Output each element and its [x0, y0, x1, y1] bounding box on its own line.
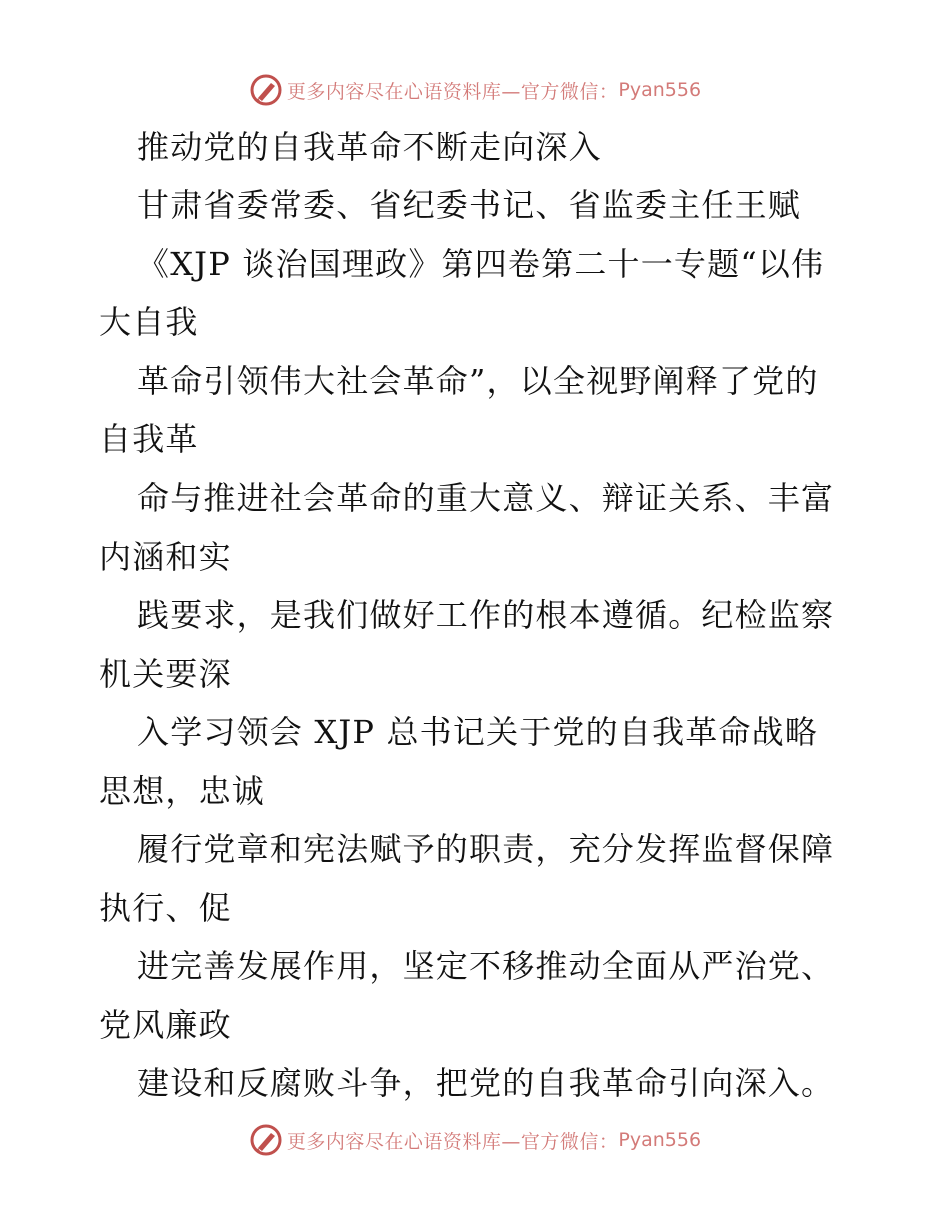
paragraph-line: 大自我: [99, 303, 199, 341]
paragraph-line: 思想，忠诚: [99, 772, 266, 810]
paragraph-line: 《XJP 谈治国理政》第四卷第二十一专题“以伟: [137, 245, 825, 283]
paragraph-line: 践要求，是我们做好工作的根本遵循。纪检监察: [137, 596, 835, 634]
watermark-handle: Pyan556: [618, 79, 702, 101]
paragraph-line: 革命引领伟大社会革命”，以全视野阐释了党的: [137, 362, 819, 400]
author-line: 甘肃省委常委、省纪委书记、省监委主任王赋: [137, 186, 802, 224]
paragraph-line: 履行党章和宪法赋予的职责，充分发挥监督保障: [137, 830, 835, 868]
paragraph-line: 进完善发展作用，坚定不移推动全面从严治党、: [137, 947, 835, 985]
pen-in-circle-icon: [249, 1123, 283, 1157]
paragraph-line: 自我革: [99, 420, 199, 458]
paragraph-line: 机关要深: [99, 655, 232, 693]
paragraph-line: 入学习领会 XJP 总书记关于党的自我革命战略: [137, 713, 819, 751]
watermark-footer: [0, 1120, 950, 1160]
watermark-text: 更多内容尽在心语资料库—官方微信：: [286, 80, 619, 103]
watermark-handle: Pyan556: [618, 1129, 702, 1151]
paragraph-line: 命与推进社会革命的重大意义、辩证关系、丰富: [137, 479, 835, 517]
paragraph-line: 执行、促: [99, 889, 232, 927]
watermark-text: 更多内容尽在心语资料库—官方微信：: [286, 1130, 619, 1153]
document-title: 推动党的自我革命不断走向深入: [137, 128, 602, 166]
paragraph-line: 内涵和实: [99, 538, 232, 576]
paragraph-line: 建设和反腐败斗争，把党的自我革命引向深入。: [137, 1064, 835, 1102]
paragraph-line: 党风廉政: [99, 1006, 232, 1044]
